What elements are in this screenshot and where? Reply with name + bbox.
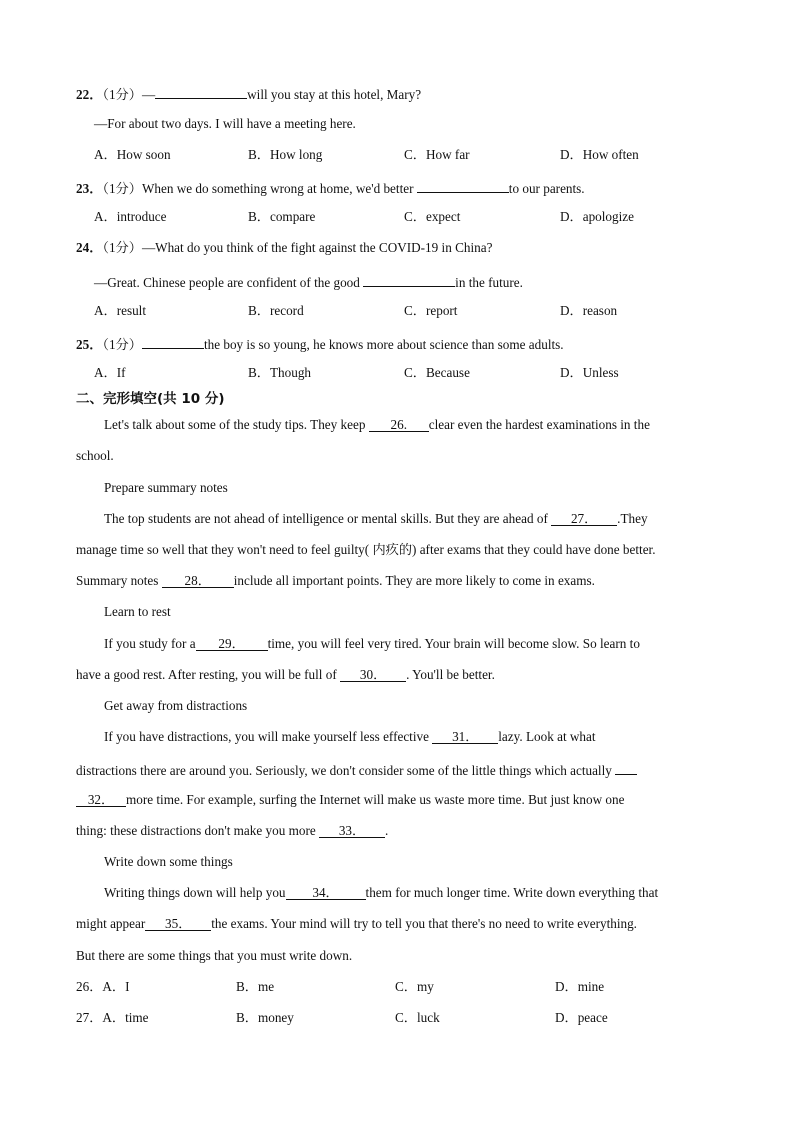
passage-text: them for much longer time. Write down everything that bbox=[365, 885, 659, 900]
answer-blank[interactable] bbox=[142, 334, 204, 349]
question-text-end: to our parents. bbox=[508, 181, 585, 196]
passage-line: manage time so well that they won't need to feel guilty( 内疚的) after exams that they could have done better. bbox=[76, 542, 656, 557]
option-d[interactable]: D．peace bbox=[555, 1010, 608, 1025]
question-27 bbox=[76, 1010, 149, 1026]
question-score: （1分） bbox=[102, 337, 142, 352]
question-25 bbox=[76, 334, 564, 353]
passage-text: thing: these distractions don't make you more bbox=[76, 823, 320, 838]
passage-text: lazy. Look at what bbox=[498, 729, 596, 744]
answer-blank[interactable] bbox=[363, 272, 455, 287]
passage-line bbox=[76, 573, 595, 589]
passage-text: the exams. Your mind will try to tell you that there's no need to write everything. bbox=[211, 916, 637, 931]
option-d[interactable]: D．mine bbox=[555, 979, 605, 994]
passage-text: If you have distractions, you will make yourself less effective bbox=[104, 729, 433, 744]
passage-text: The top students are not ahead of intelligence or mental skills. But they are ahead of bbox=[104, 511, 552, 526]
question-score: （1分） bbox=[102, 181, 142, 196]
passage-line bbox=[76, 760, 637, 779]
passage-line bbox=[76, 916, 637, 932]
option-c[interactable]: C．my bbox=[395, 979, 434, 994]
option-c[interactable]: C．How far bbox=[404, 147, 470, 162]
passage-subheading: Learn to rest bbox=[104, 604, 171, 619]
question-number: 25． bbox=[76, 337, 103, 352]
option-a[interactable]: A．How soon bbox=[94, 147, 171, 162]
blank-26[interactable]: 26. bbox=[369, 417, 429, 432]
option-c[interactable]: C．luck bbox=[395, 1010, 440, 1025]
question-text: will you stay at this hotel, Mary? bbox=[247, 87, 422, 102]
dash: — bbox=[141, 87, 156, 102]
passage-line bbox=[104, 511, 648, 527]
option-d[interactable]: D．How often bbox=[560, 147, 639, 162]
passage-line bbox=[104, 636, 640, 652]
question-text: the boy is so young, he knows more about science than some adults. bbox=[203, 337, 564, 352]
option-a[interactable]: A．I bbox=[102, 979, 130, 994]
option-d[interactable]: D．reason bbox=[560, 303, 618, 318]
question-number: 24． bbox=[76, 240, 103, 255]
question-24-line2 bbox=[94, 272, 523, 291]
passage-subheading: Prepare summary notes bbox=[104, 480, 228, 495]
blank-32-start[interactable] bbox=[615, 760, 637, 775]
option-a[interactable]: A．introduce bbox=[94, 209, 167, 224]
option-b[interactable]: B．compare bbox=[248, 209, 316, 224]
passage-line bbox=[76, 792, 624, 808]
passage-subheading: Write down some things bbox=[104, 854, 233, 869]
line-text-end: in the future. bbox=[455, 275, 523, 290]
passage-line bbox=[76, 823, 388, 839]
question-text: When we do something wrong at home, we'd better bbox=[141, 181, 417, 196]
option-a[interactable]: A．time bbox=[102, 1010, 149, 1025]
passage-line bbox=[104, 885, 658, 901]
passage-text: distractions there are around you. Seriously, we don't consider some of the little things which actually bbox=[76, 763, 616, 778]
question-score: （1分） bbox=[102, 87, 142, 102]
question-text: —What do you think of the fight against the COVID-19 in China? bbox=[141, 240, 493, 255]
passage-text: If you study for a bbox=[104, 636, 196, 651]
question-number: 22． bbox=[76, 87, 103, 102]
option-b[interactable]: B．How long bbox=[248, 147, 323, 162]
question-22-line2: —For about two days. I will have a meeting here. bbox=[94, 116, 356, 131]
passage-text: Let's talk about some of the study tips. They keep bbox=[104, 417, 369, 432]
line-text: —Great. Chinese people are confident of the good bbox=[94, 275, 364, 290]
passage-line bbox=[76, 667, 495, 683]
passage-text: .They bbox=[617, 511, 648, 526]
passage-line bbox=[104, 417, 650, 433]
section-heading: 二、完形填空(共 10 分) bbox=[76, 391, 225, 407]
passage-text: have a good rest. After resting, you will be full of bbox=[76, 667, 341, 682]
option-a[interactable]: A．If bbox=[94, 365, 126, 380]
blank-29[interactable]: 29． bbox=[196, 636, 268, 651]
passage-line: school. bbox=[76, 448, 114, 463]
option-c[interactable]: C．Because bbox=[404, 365, 470, 380]
passage-text: . bbox=[385, 823, 389, 838]
passage-text: might appear bbox=[76, 916, 146, 931]
answer-blank[interactable] bbox=[417, 178, 509, 193]
option-c[interactable]: C．report bbox=[404, 303, 458, 318]
option-d[interactable]: D．Unless bbox=[560, 365, 619, 380]
passage-text: include all important points. They are more likely to come in exams. bbox=[233, 573, 595, 588]
passage-line bbox=[104, 729, 596, 745]
passage-text: Writing things down will help you bbox=[104, 885, 286, 900]
blank-34[interactable]: 34． bbox=[286, 885, 366, 900]
passage-text: . You'll be better. bbox=[406, 667, 495, 682]
option-b[interactable]: B．record bbox=[248, 303, 304, 318]
question-23 bbox=[76, 178, 585, 197]
blank-35[interactable]: 35． bbox=[145, 916, 211, 931]
answer-blank[interactable] bbox=[155, 84, 247, 99]
question-24 bbox=[76, 240, 492, 256]
option-c[interactable]: C．expect bbox=[404, 209, 461, 224]
question-26 bbox=[76, 979, 129, 995]
passage-subheading: Get away from distractions bbox=[104, 698, 248, 713]
blank-30[interactable]: 30． bbox=[340, 667, 406, 682]
option-d[interactable]: D．apologize bbox=[560, 209, 634, 224]
blank-31[interactable]: 31． bbox=[432, 729, 498, 744]
blank-28[interactable]: 28． bbox=[162, 573, 234, 588]
option-a[interactable]: A．result bbox=[94, 303, 147, 318]
question-22 bbox=[76, 84, 421, 103]
blank-33[interactable]: 33． bbox=[319, 823, 385, 838]
passage-text: Summary notes bbox=[76, 573, 162, 588]
question-number: 27． bbox=[76, 1010, 103, 1025]
question-number: 26． bbox=[76, 979, 103, 994]
passage-text: clear even the hardest examinations in the bbox=[428, 417, 650, 432]
blank-32[interactable]: 32． bbox=[76, 792, 126, 807]
passage-text: time, you will feel very tired. Your brain will become slow. So learn to bbox=[267, 636, 640, 651]
question-score: （1分） bbox=[102, 240, 142, 255]
passage-line: But there are some things that you must write down. bbox=[76, 948, 353, 963]
blank-27[interactable]: 27． bbox=[551, 511, 617, 526]
passage-text: more time. For example, surfing the Internet will make us waste more time. But just know one bbox=[126, 792, 625, 807]
question-number: 23． bbox=[76, 181, 103, 196]
option-b[interactable]: B．Though bbox=[248, 365, 312, 380]
option-b[interactable]: B．me bbox=[236, 979, 275, 994]
option-b[interactable]: B．money bbox=[236, 1010, 294, 1025]
